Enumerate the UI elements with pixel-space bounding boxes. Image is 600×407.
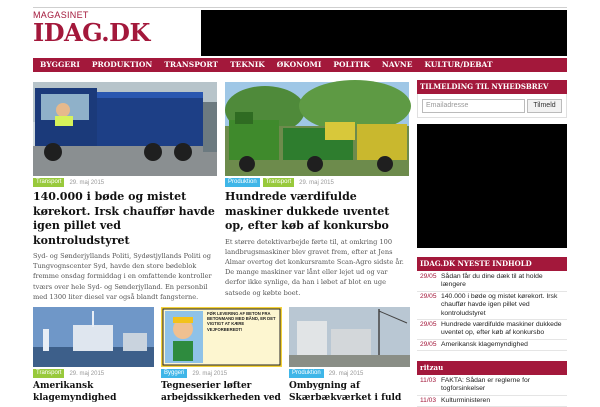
nav-item-byggeri[interactable]: BYGGERI (40, 60, 80, 69)
list-item-date: 11/03 (420, 396, 437, 404)
category-tag[interactable]: Produktion (289, 369, 324, 378)
article-headline[interactable]: Tegneserier løfter arbejdssikkerheden ved (161, 381, 281, 403)
article-image-comic[interactable] (161, 307, 282, 367)
top-banner-ad[interactable] (201, 10, 567, 56)
article-headline[interactable]: Hundrede værdifulde maskiner dukkede uventet op, efter køb af konkursbo (225, 190, 390, 232)
nav-item-transport[interactable]: TRANSPORT (164, 60, 219, 69)
nav-item-produktion[interactable]: PRODUKTION (91, 60, 153, 69)
article-image-machines[interactable] (225, 82, 409, 176)
top-rule (33, 7, 567, 8)
small-article-klagemyndighed (33, 307, 154, 404)
logo-kicker: MAGASINET (33, 10, 89, 20)
list-item-title[interactable]: Sådan får du dine dæk til at holde længere (441, 273, 543, 289)
featured-article-machines (225, 82, 409, 298)
category-tag[interactable]: Transport (33, 178, 64, 187)
sidebar-banner-ad[interactable] (417, 124, 567, 248)
list-item-title[interactable]: FAKTA: Sådan er reglerne for togforsinkelser (441, 377, 531, 393)
subscribe-button[interactable]: Tilmeld (527, 99, 562, 113)
list-item[interactable] (417, 376, 567, 396)
category-tag[interactable]: Transport (263, 178, 294, 187)
category-tag[interactable]: Byggeri (161, 369, 187, 378)
latest-content-list (417, 272, 567, 352)
article-image-powerplant[interactable] (289, 307, 410, 367)
article-date: 29. maj 2015 (299, 179, 334, 186)
nav-item-okonomi[interactable]: ØKONOMI (276, 60, 322, 69)
email-field[interactable]: Emailadresse (422, 99, 525, 113)
featured-article-truck (33, 82, 217, 302)
article-meta (33, 369, 154, 378)
article-excerpt: Et større detektivarbejde førte til, at omkring 100 landbrugsmaskiner blev gravet frem, efter at Jens Almar overtog det konkursramte Scan-Agro sidste år. De mange maskiner var lånt eller lejet ud og var derfor ikke synlige, da han i løbet af blot en uge satsede og købte boet. (225, 237, 404, 297)
list-item-date: 29/05 (420, 273, 437, 280)
article-meta (289, 369, 410, 378)
nav-item-teknik[interactable]: TEKNIK (230, 60, 265, 69)
category-tag[interactable]: Produktion (225, 178, 260, 187)
newsletter-form (417, 94, 567, 118)
list-item-title[interactable]: Amerikansk klagemyndighed (441, 340, 528, 348)
list-item[interactable] (417, 396, 567, 407)
article-date: 29. maj 2015 (69, 179, 105, 186)
nav-item-politik[interactable]: POLITIK (333, 60, 370, 69)
list-item[interactable] (417, 272, 567, 292)
site-logo[interactable] (33, 10, 203, 46)
list-item-date: 29/05 (420, 340, 437, 348)
list-item[interactable] (417, 340, 567, 351)
article-image-ships[interactable] (33, 307, 154, 367)
latest-content-title: IDAG.DK NYESTE INDHOLD (417, 257, 567, 271)
article-headline[interactable]: Amerikansk klagemyndighed (33, 381, 117, 403)
article-headline[interactable]: 140.000 i bøde og mistet kørekort. Irsk chauffør havde igen pillet ved kontroludstyret (33, 190, 215, 247)
nav-item-navne[interactable]: NAVNE (381, 60, 413, 69)
article-meta (225, 178, 409, 187)
main-nav (33, 58, 567, 72)
logo-name: IDAG.DK (33, 18, 150, 47)
list-item-title[interactable]: Kulturministeren (441, 396, 491, 404)
article-meta (33, 178, 217, 187)
article-image-truck[interactable] (33, 82, 217, 176)
nav-item-kultur-debat[interactable]: KULTUR/DEBAT (424, 60, 493, 69)
category-tag[interactable]: Transport (33, 369, 64, 378)
list-item-title[interactable]: Hundrede værdifulde maskiner dukkede uventet op, efter køb af konkursbo (441, 321, 562, 337)
comic-caption: FØR LEVERING AF BETON FRA BETONMAND MED BÅND, ER DET VIGTIGT AT KÆRE VEJFORBEREDT! (207, 311, 276, 332)
article-meta (161, 369, 282, 378)
article-headline[interactable]: Ombygning af Skærbækværket i fuld (289, 381, 402, 403)
list-item-date: 29/05 (420, 321, 437, 329)
list-item-title[interactable]: 140.000 i bøde og mistet kørekort. Irsk chauffør havde igen pillet ved kontroludstyret (441, 292, 558, 317)
list-item-date: 11/03 (420, 377, 437, 384)
small-article-skaerbaek (289, 307, 410, 404)
article-excerpt: Syd- og Sønderjyllands Politi, Sydøstjyllands Politi og Tungvognscenter Syd, havde den store bødeblok fremme onsdag formiddag i en omfattende kontroller tværs over hele Syd- og Sønderjylland. En personbil med 1300 liter diesel var også blandt fangsterne. (33, 252, 212, 301)
list-item-date: 29/05 (420, 292, 437, 300)
article-date: 29. maj 2015 (192, 370, 228, 377)
article-date: 29. maj 2015 (328, 370, 364, 377)
newsletter-title: TILMELDING TIL NYHEDSBREV (417, 80, 567, 94)
list-item[interactable] (417, 320, 567, 340)
small-article-tegneserier (161, 307, 282, 404)
article-date: 29. maj 2015 (69, 370, 105, 377)
list-item[interactable] (417, 292, 567, 320)
ritzau-list (417, 376, 567, 404)
ritzau-title: ritzau (417, 361, 567, 375)
